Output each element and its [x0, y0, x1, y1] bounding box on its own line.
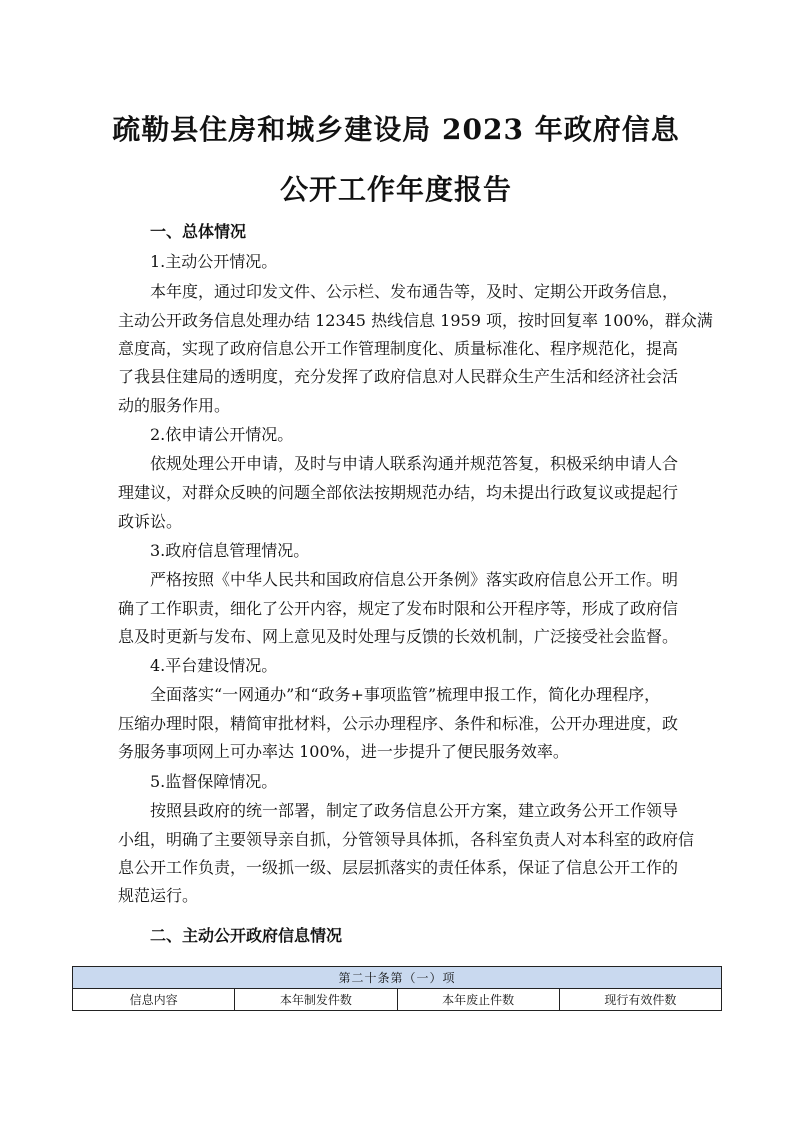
item-5-line-2: 小组，明确了主要领导亲自抓，分管领导具体抓，各科室负责人对本科室的政府信 [118, 830, 695, 849]
item-1-line-3: 意度高，实现了政府信息公开工作管理制度化、质量标准化、程序规范化，提高 [118, 339, 679, 358]
item-1-line-1: 本年度，通过印发文件、公示栏、发布通告等，及时、定期公开政务信息， [150, 282, 679, 301]
section-1-heading: 一、总体情况 [150, 222, 247, 241]
item-4-label: 4.平台建设情况。 [150, 656, 278, 675]
item-2-line-1: 依规处理公开申请，及时与申请人联系沟通并规范答复，积极采纳申请人合 [150, 454, 679, 473]
table-header-row [73, 989, 722, 1011]
info-table [72, 966, 722, 1011]
table-caption: 第二十条第（一）项 [73, 967, 722, 989]
item-4-line-3: 务服务事项网上可办率达 100%，进一步提升了便民服务效率。 [118, 742, 569, 761]
section-2-heading: 二、主动公开政府信息情况 [150, 926, 343, 945]
item-1-line-5: 动的服务作用。 [118, 396, 231, 415]
report-title-line-1: 疏勒县住房和城乡建设局 2023 年政府信息 [112, 113, 680, 146]
item-1-line-4: 了我县住建局的透明度，充分发挥了政府信息对人民群众生产生活和经济社会活 [118, 367, 679, 386]
item-1-label: 1.主动公开情况。 [150, 252, 278, 271]
column-header-content: 信息内容 [73, 989, 235, 1011]
column-header-repealed: 本年废止件数 [397, 989, 559, 1011]
column-header-issued: 本年制发件数 [235, 989, 397, 1011]
item-3-label: 3.政府信息管理情况。 [150, 541, 310, 560]
item-5-line-3: 息公开工作负责，一级抓一级、层层抓落实的责任体系，保证了信息公开工作的 [118, 858, 679, 877]
item-1-line-2: 主动公开政务信息处理办结 12345 热线信息 1959 项，按时回复率 100%，群众满 [118, 311, 713, 330]
item-2-line-2: 理建议，对群众反映的问题全部依法按期规范办结，均未提出行政复议或提起行 [118, 483, 679, 502]
item-2-label: 2.依申请公开情况。 [150, 425, 294, 444]
item-5-label: 5.监督保障情况。 [150, 772, 278, 791]
item-4-line-2: 压缩办理时限，精简审批材料，公示办理程序、条件和标准，公开办理进度，政 [118, 714, 679, 733]
column-header-valid: 现行有效件数 [559, 989, 721, 1011]
item-4-line-1: 全面落实“一网通办”和“政务+事项监管”梳理申报工作，简化办理程序， [150, 685, 661, 704]
table-caption-row [73, 967, 722, 989]
item-5-line-1: 按照县政府的统一部署，制定了政务信息公开方案，建立政务公开工作领导 [150, 801, 679, 820]
item-3-line-3: 息及时更新与发布、网上意见及时处理与反馈的长效机制，广泛接受社会监督。 [118, 627, 679, 646]
item-2-line-3: 政诉讼。 [118, 512, 183, 531]
item-5-line-4: 规范运行。 [118, 886, 199, 905]
item-3-line-2: 确了工作职责，细化了公开内容，规定了发布时限和公开程序等，形成了政府信 [118, 599, 679, 618]
item-3-line-1: 严格按照《中华人民共和国政府信息公开条例》落实政府信息公开工作。明 [150, 570, 679, 589]
report-title-line-2: 公开工作年度报告 [279, 173, 512, 206]
